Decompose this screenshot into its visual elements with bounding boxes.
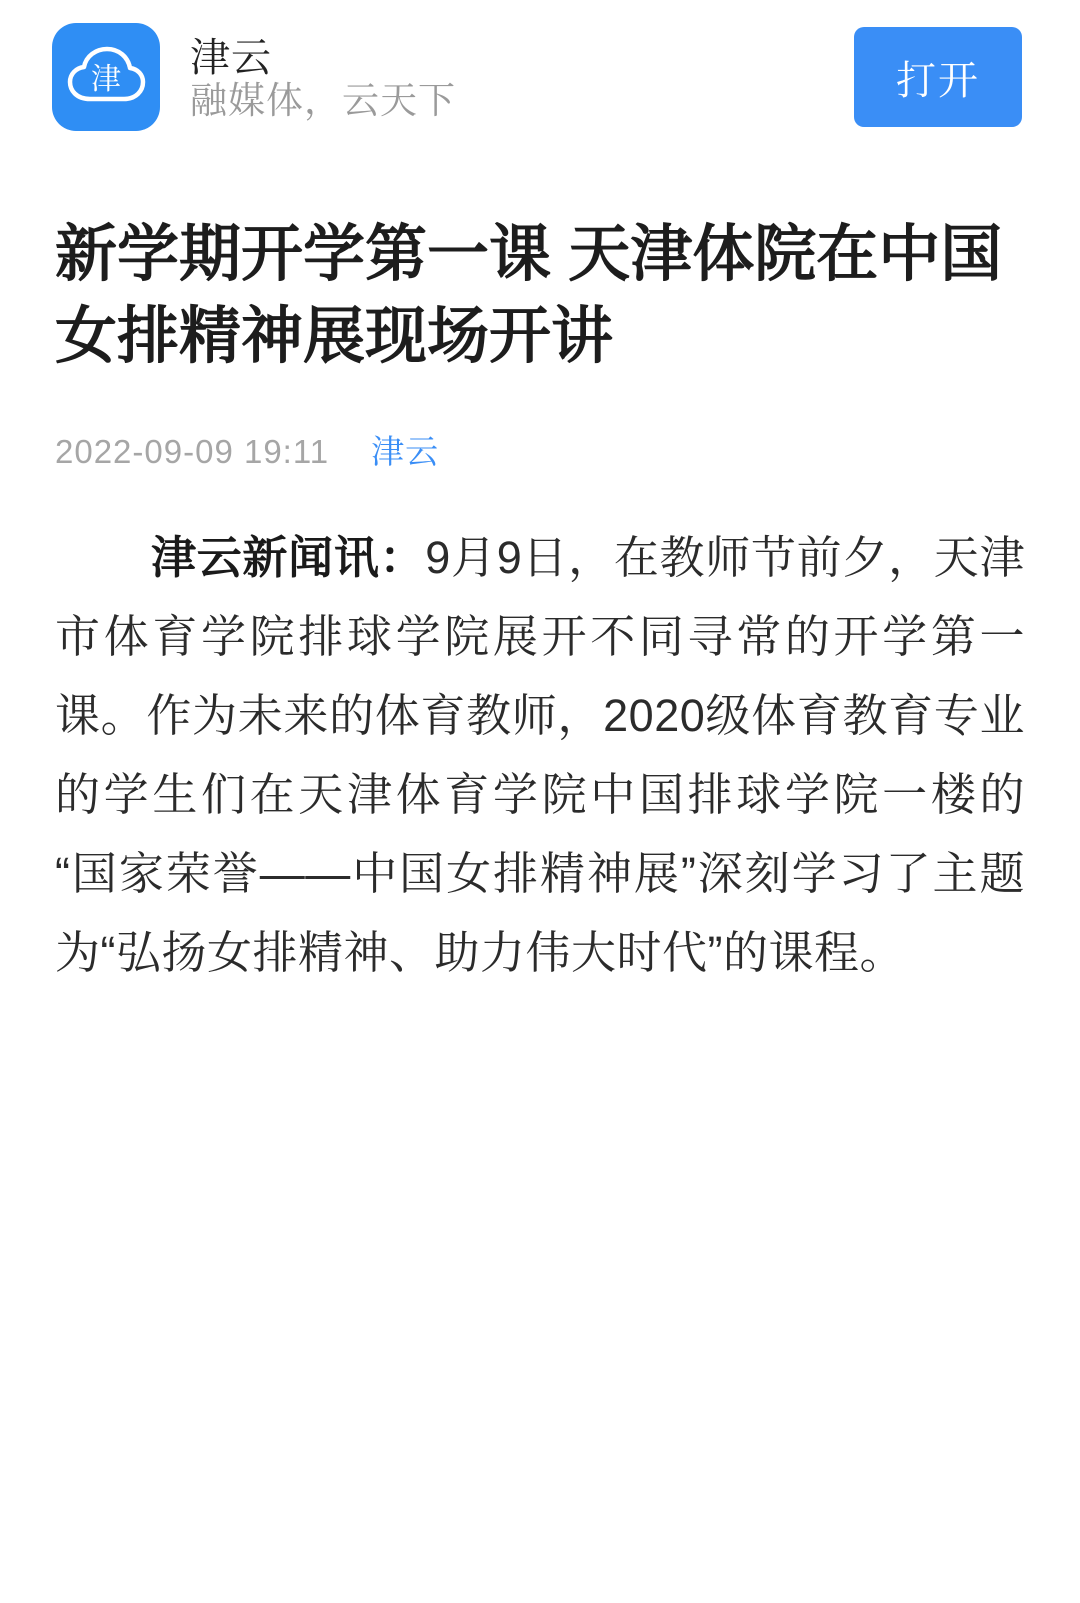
article-container bbox=[0, 214, 1080, 992]
publish-date: 2022-09-09 19:11 bbox=[55, 433, 330, 470]
app-info bbox=[190, 31, 854, 123]
app-name: 津云 bbox=[190, 36, 272, 80]
article-lead-in: 津云新闻讯： bbox=[151, 532, 426, 583]
article-paragraph-text: 9月9日，在教师节前夕，天津市体育学院排球学院展开不同寻常的开学第一课。作为未来的体育教师，2020级体育教育专业的学生们在天津体育学院中国排球学院一楼的“国家荣誉——中国女排精神展”深刻学习了主题为“弘扬女排精神、助力伟大时代”的课程。 bbox=[55, 532, 1025, 978]
app-slogan: 融媒体，云天下 bbox=[190, 80, 456, 121]
app-promo-bar bbox=[0, 0, 1080, 152]
page-title: 新学期开学第一课 天津体院在中国女排精神展现场开讲 bbox=[55, 220, 1003, 371]
svg-text:津: 津 bbox=[91, 63, 121, 96]
source-link[interactable]: 津云 bbox=[371, 433, 440, 470]
open-app-button[interactable]: 打开 bbox=[854, 27, 1022, 127]
cloud-logo-icon bbox=[52, 23, 160, 131]
article-meta bbox=[55, 432, 1025, 472]
article-body bbox=[55, 518, 1025, 992]
article-paragraph bbox=[55, 518, 1025, 992]
